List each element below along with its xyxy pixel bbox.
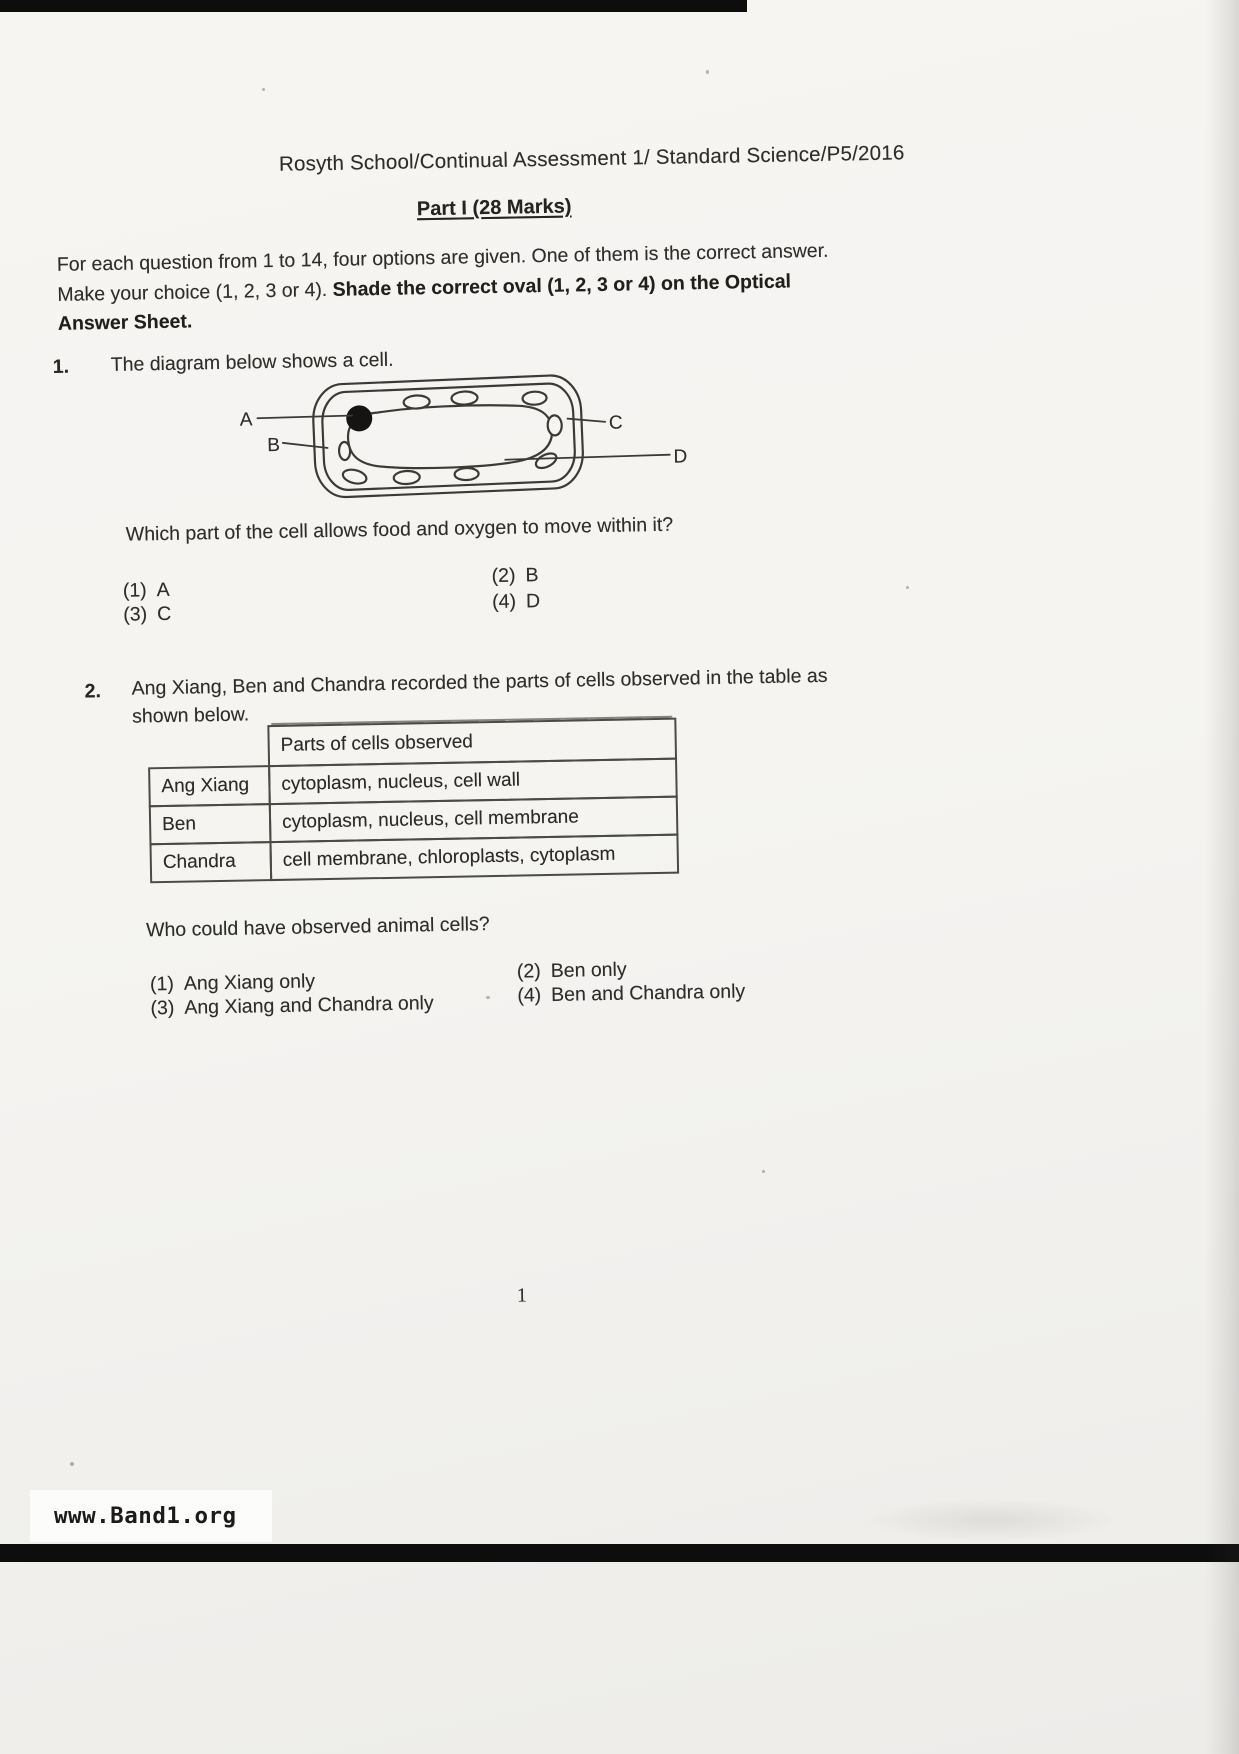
table-cell-name: Chandra	[149, 841, 272, 883]
table-header-parts: Parts of cells observed	[267, 718, 677, 767]
scan-smudge	[860, 1498, 1120, 1542]
table-cell-name: Ang Xiang	[148, 765, 271, 807]
cells-observed-table	[147, 718, 679, 884]
question-2-stem-line-1: Ang Xiang, Ben and Chandra recorded the parts of cells observed in the table as	[131, 664, 828, 700]
scan-speck	[762, 1170, 765, 1173]
question-2-stem-line-2: shown below.	[131, 703, 250, 728]
scan-speck	[486, 996, 490, 999]
question-2-number: 2.	[84, 680, 102, 703]
cell-diagram	[231, 369, 693, 503]
scan-speck	[906, 586, 909, 589]
section-title: Part I (28 Marks)	[416, 195, 572, 221]
question-2-prompt: Who could have observed animal cells?	[145, 913, 490, 942]
question-1-number: 1.	[52, 355, 70, 378]
q1-option-1: (1) A	[122, 578, 170, 602]
scan-speck	[70, 1462, 74, 1466]
question-1-prompt: Which part of the cell allows food and oxygen to move within it?	[125, 513, 674, 546]
q2-option-1: (1) Ang Xiang only	[149, 970, 316, 996]
watermark-patch	[30, 1490, 272, 1542]
table-row	[149, 834, 679, 884]
q1-option-3: (3) C	[123, 602, 172, 626]
table-cell-parts: cytoplasm, nucleus, cell wall	[268, 758, 678, 805]
cell-label-c: C	[608, 412, 623, 434]
scan-edge-shading	[1205, 0, 1239, 1754]
instructions-line-1: For each question from 1 to 14, four options are given. One of them is the correct answer.	[56, 239, 829, 276]
table-cell-name: Ben	[149, 803, 272, 845]
q1-option-4: (4) D	[491, 590, 541, 613]
document-header: Rosyth School/Continual Assessment 1/ Standard Science/P5/2016	[278, 141, 905, 176]
page-number: 1	[516, 1284, 528, 1307]
scan-artifact-bottom-bar	[0, 1544, 1239, 1562]
cell-label-a: A	[239, 409, 253, 431]
table-cell-parts: cytoplasm, nucleus, cell membrane	[269, 796, 679, 843]
q2-option-2: (2) Ben only	[516, 958, 627, 983]
scan-speck	[262, 88, 265, 91]
cell-label-b: B	[267, 434, 281, 457]
table-corner-cell	[147, 725, 270, 767]
question-1-stem: The diagram below shows a cell.	[110, 348, 394, 376]
table-cell-parts: cell membrane, chloroplasts, cytoplasm	[269, 834, 679, 881]
vacuole-outline	[347, 402, 553, 472]
watermark-url: www.Band1.org	[54, 1503, 237, 1529]
instructions-line-3: Answer Sheet.	[57, 310, 193, 335]
scan-artifact-top-bar	[0, 0, 747, 12]
chloroplast-ovals	[337, 388, 564, 487]
q1-option-2: (2) B	[491, 564, 539, 587]
q2-option-4: (4) Ben and Chandra only	[517, 980, 746, 1007]
instructions	[57, 237, 830, 340]
q2-option-3: (3) Ang Xiang and Chandra only	[150, 992, 434, 1020]
cell-label-d: D	[673, 446, 688, 468]
instructions-line-2: Make your choice (1, 2, 3 or 4). Shade the correct oval (1, 2, 3 or 4) on the Optical	[57, 269, 792, 306]
scan-speck	[706, 70, 709, 74]
